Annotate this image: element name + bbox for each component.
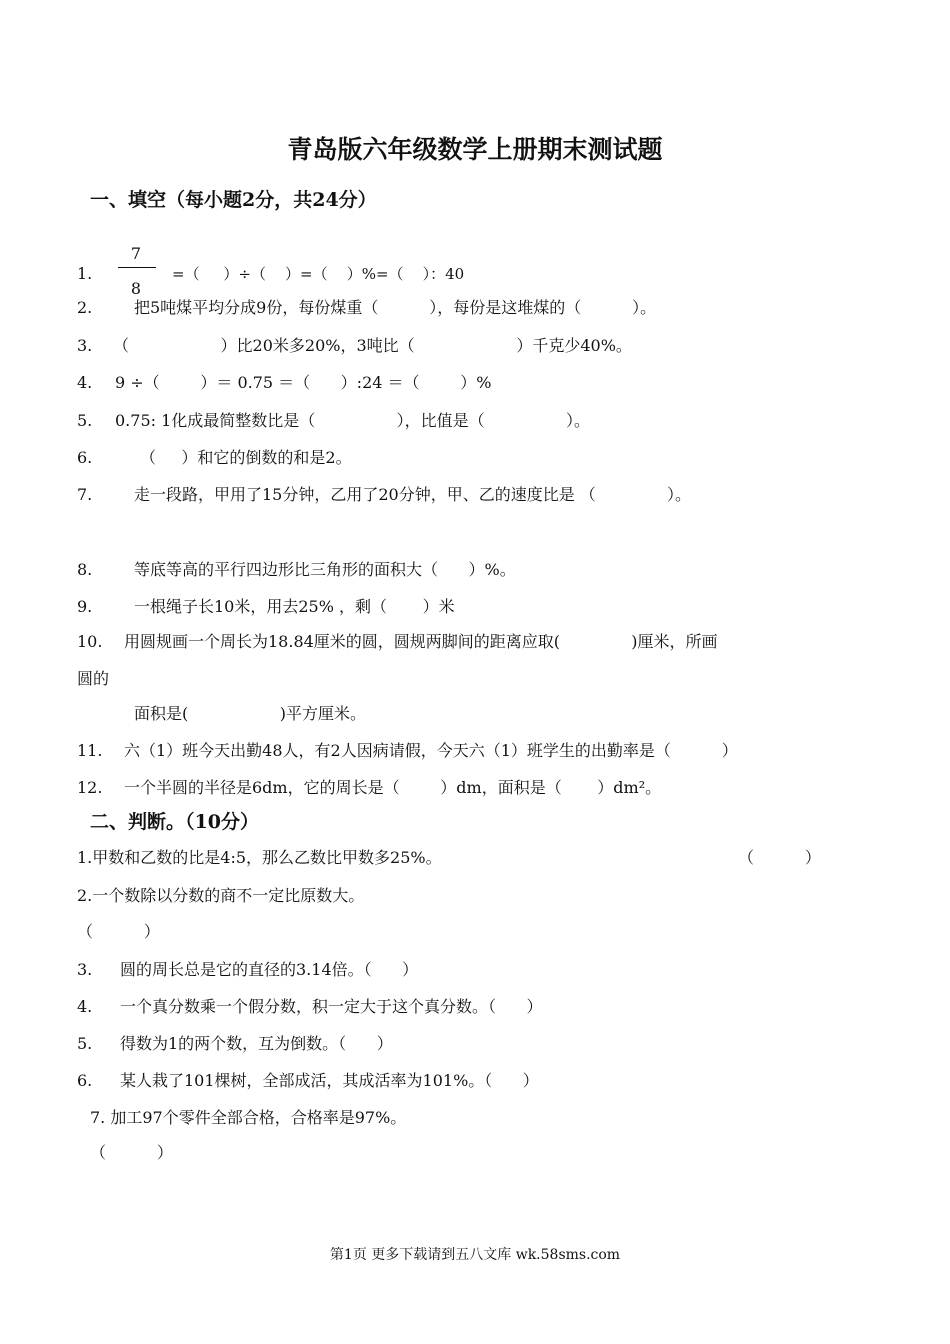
judge4-number: 4. xyxy=(77,997,93,1016)
section2-heading: 二、判断。（10分） xyxy=(90,811,259,833)
q11-text: 六（1）班今天出勤48人，有2人因病请假，今天六（1）班学生的出勤率是（ ） xyxy=(124,741,738,760)
q1-text: =（ ）÷（ ）=（ ）%=（ ）：40 xyxy=(172,265,465,283)
q8-number: 8. xyxy=(77,560,93,579)
judge3-text: 圆的周长总是它的直径的3.14倍。（ ） xyxy=(120,960,419,979)
q7-number: 7. xyxy=(77,485,93,504)
q9-number: 9. xyxy=(77,597,93,616)
q1-fraction-denominator: 8 xyxy=(130,279,142,298)
q1-fraction-numerator: 7 xyxy=(130,244,142,263)
judge2-blank: （ ） xyxy=(77,922,160,941)
page-footer: 第1页 更多下载请到五八文库 wk.58sms.com xyxy=(329,1247,621,1263)
q1-number: 1. xyxy=(77,264,93,283)
q5-text: 0.75: 1化成最简整数比是（ ），比值是（ ）。 xyxy=(115,411,591,430)
q12-number: 12. xyxy=(77,778,103,797)
q9-text: 一根绳子长10米，用去25% ，剩（ ）米 xyxy=(134,597,455,616)
judge5-number: 5. xyxy=(77,1034,93,1053)
q7-text: 走一段路，甲用了15分钟，乙用了20分钟，甲、乙的速度比是 （ ）。 xyxy=(134,485,692,504)
judge3-number: 3. xyxy=(77,960,93,979)
q10-number: 10. xyxy=(77,632,103,651)
q10-wrap: 圆的 xyxy=(77,669,110,688)
q3-number: 3. xyxy=(77,336,93,355)
q4-text: 9 ÷（ ）＝ 0.75 ＝（ ）:24 ＝（ ）% xyxy=(115,373,492,392)
q5-number: 5. xyxy=(77,411,93,430)
q2-text: 把5吨煤平均分成9份，每份煤重（ ），每份是这堆煤的（ ）。 xyxy=(134,298,657,317)
judge6-text: 某人栽了101棵树，全部成活，其成活率为101%。（ ） xyxy=(120,1071,539,1090)
q2-number: 2. xyxy=(77,298,93,317)
q4-number: 4. xyxy=(77,373,93,392)
q3-text: （ ）比20米多20%，3吨比（ ）千克少40%。 xyxy=(113,336,632,355)
q10-text: 用圆规画一个周长为18.84厘米的圆，圆规两脚间的距离应取( )厘米，所画 xyxy=(124,632,718,651)
judge6-number: 6. xyxy=(77,1071,93,1090)
judge1-blank: （ ） xyxy=(738,848,821,867)
judge4-text: 一个真分数乘一个假分数，积一定大于这个真分数。（ ） xyxy=(120,997,543,1016)
judge7-blank: （ ） xyxy=(90,1143,173,1162)
q12-text: 一个半圆的半径是6dm，它的周长是（ ）dm，面积是（ ）dm²。 xyxy=(124,778,662,797)
q6-text: （ ）和它的倒数的和是2。 xyxy=(140,448,352,467)
judge2-text: 2.一个数除以分数的商不一定比原数大。 xyxy=(77,886,365,905)
q10-line2: 面积是( )平方厘米。 xyxy=(134,704,367,723)
q11-number: 11. xyxy=(77,741,103,760)
q8-text: 等底等高的平行四边形比三角形的面积大（ ）%。 xyxy=(134,560,516,579)
judge5-text: 得数为1的两个数，互为倒数。（ ） xyxy=(120,1034,393,1053)
q1-fraction-bar xyxy=(118,267,156,268)
section1-heading: 一、填空（每小题2分，共24分） xyxy=(90,189,377,211)
page-title: 青岛版六年级数学上册期末测试题 xyxy=(287,135,663,164)
judge1-text: 1.甲数和乙数的比是4:5，那么乙数比甲数多25%。 xyxy=(77,848,442,867)
judge7-text: 7. 加工97个零件全部合格，合格率是97%。 xyxy=(90,1108,407,1127)
q6-number: 6. xyxy=(77,448,93,467)
